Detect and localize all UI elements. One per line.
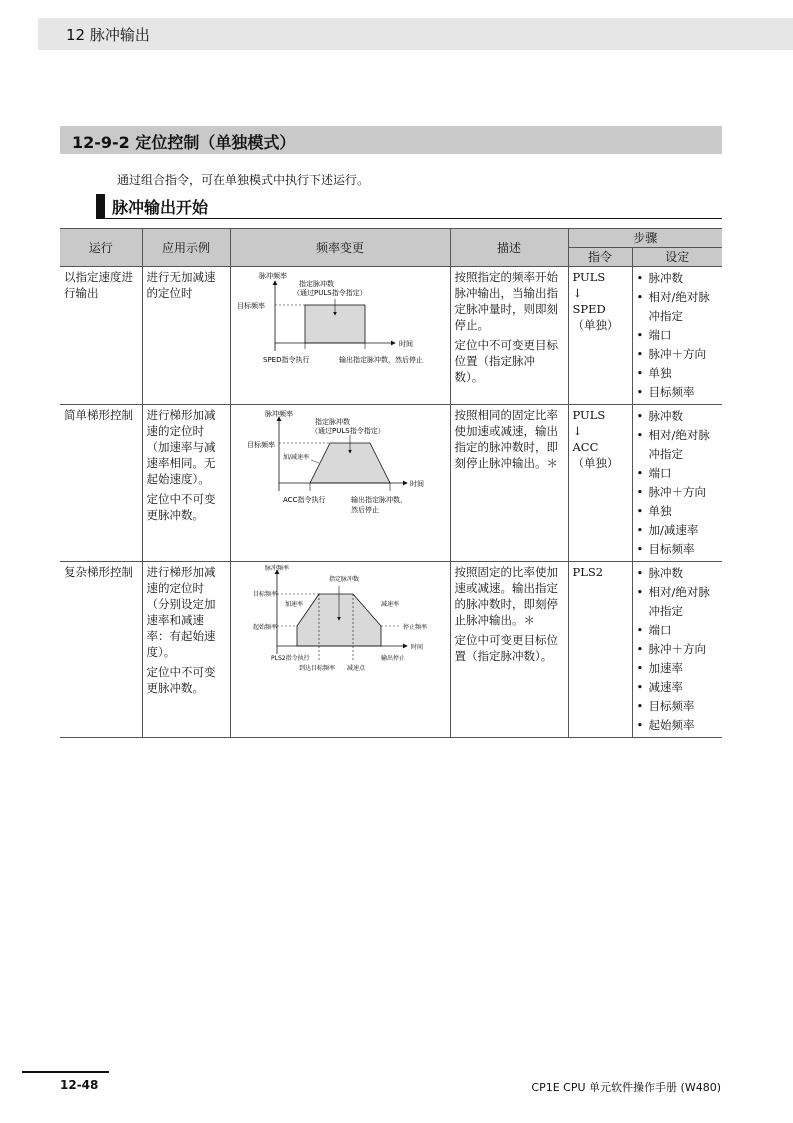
instr-arrow: ↓: [572, 424, 583, 438]
desc-note: 定位中不可变更目标位置（指定脉冲数）。: [454, 338, 558, 384]
pulse-label: 指定脉冲数: [328, 576, 359, 583]
complex-trapezoid-diagram: [235, 564, 445, 676]
operation-cell: 以指定速度进行输出: [60, 267, 142, 405]
example-cell: 进行无加减速的定位时: [142, 267, 230, 405]
table-row: [60, 562, 722, 738]
heading-bar: [96, 194, 105, 218]
setting-item: • 端口: [637, 621, 719, 640]
target-freq-label: 目标频率: [252, 591, 277, 598]
setting-item: • 脉冲＋方向: [637, 640, 719, 659]
reach-label: 到达目标频率: [298, 665, 335, 672]
section-title: 12-9-2 定位控制（单独模式）: [72, 133, 296, 152]
setting-item: • 起始频率: [637, 716, 719, 735]
stop-freq-label: 停止频率: [402, 624, 427, 631]
y-axis-label: 脉冲频率: [264, 410, 293, 418]
chapter-title: 12 脉冲输出: [66, 26, 150, 44]
stop-label: 输出指定脉冲数，然后停止: [338, 356, 423, 364]
desc-text: 按照指定的频率开始脉冲输出，当输出指定脉冲量时，则即刻停止。: [454, 270, 558, 332]
instr-item: PULS: [572, 270, 606, 284]
freq-diagram-cell: [230, 405, 450, 562]
setting-item: • 单独: [637, 364, 719, 383]
decel-label: 减速率: [380, 601, 399, 608]
stop-label: 输出停止: [380, 655, 405, 662]
footer-rule: [22, 1071, 109, 1073]
setting-item: • 端口: [637, 326, 719, 345]
intro-text: 通过组合指令，可在单独模式中执行下述运行。: [117, 173, 370, 187]
instr-cell: [568, 267, 632, 405]
setting-item: • 单独: [637, 502, 719, 521]
instr-mode: （单独）: [572, 318, 619, 332]
start-label: PLS2指令执行: [270, 655, 310, 662]
example-text: 进行梯形加减速的定位时（加速率与减速率相同。无起始速度）。: [146, 408, 216, 486]
setting-item: • 脉冲＋方向: [637, 483, 719, 502]
instr-item: PLS2: [572, 565, 604, 579]
instr-item: PULS: [572, 408, 606, 422]
operation-cell: 简单梯形控制: [60, 405, 142, 562]
section-header: [60, 126, 722, 154]
setting-item: • 加速率: [637, 659, 719, 678]
constant-speed-diagram: [235, 269, 445, 369]
setting-item: • 相对/绝对脉冲指定: [637, 426, 719, 464]
freq-diagram-cell: [230, 267, 450, 405]
header-steps: 步骤: [568, 229, 722, 248]
pulse-label-note: （通过PULS指令指定）: [292, 289, 367, 297]
setting-item: • 脉冲数: [637, 564, 719, 583]
setting-item: • 相对/绝对脉冲指定: [637, 583, 719, 621]
setting-item: • 目标频率: [637, 697, 719, 716]
setting-item: • 相对/绝对脉冲指定: [637, 288, 719, 326]
header-instr: 指令: [568, 248, 632, 267]
settings-cell: [632, 562, 722, 738]
setting-item: • 脉冲数: [637, 407, 719, 426]
accel-label: 加速率: [284, 601, 303, 608]
table-row: [60, 267, 722, 405]
operation-cell: 复杂梯形控制: [60, 562, 142, 738]
example-cell: [142, 562, 230, 738]
example-note: 定位中不可变更脉冲数。: [146, 665, 216, 695]
desc-cell: [450, 267, 568, 405]
chapter-header: [38, 18, 793, 50]
pulse-label-note: （通过PULS指令指定）: [310, 427, 385, 435]
header-example: 应用示例: [142, 229, 230, 267]
operations-table: [60, 228, 722, 738]
header-desc: 描述: [450, 229, 568, 267]
settings-cell: [632, 405, 722, 562]
start-label: ACC指令执行: [282, 496, 325, 504]
example-text: 进行梯形加减速的定位时（分别设定加速率和减速率：有起始速度）。: [146, 565, 216, 659]
subsection-title: 脉冲输出开始: [112, 198, 209, 217]
table-row: [60, 405, 722, 562]
target-freq-label: 目标频率: [236, 302, 265, 310]
simple-trapezoid-diagram: [235, 407, 445, 517]
setting-item: • 目标频率: [637, 383, 719, 402]
example-note: 定位中不可变更脉冲数。: [146, 492, 216, 522]
desc-cell: 按照相同的固定比率使加速或减速，输出指定的脉冲数时，即刻停止脉冲输出。＊: [450, 405, 568, 562]
instr-item: SPED: [572, 302, 606, 316]
stop-label: 输出指定脉冲数，: [350, 496, 407, 504]
setting-item: • 加/减速率: [637, 521, 719, 540]
desc-note: 定位中可变更目标位置（指定脉冲数）。: [454, 633, 558, 663]
start-freq-label: 起始频率: [252, 624, 277, 631]
settings-cell: [632, 267, 722, 405]
time-label: 时间: [410, 644, 423, 651]
pulse-label: 指定脉冲数: [298, 280, 334, 288]
y-axis-label: 脉冲频率: [264, 565, 289, 572]
stop-label-2: 然后停止: [350, 506, 379, 514]
setting-item: • 目标频率: [637, 540, 719, 559]
instr-item: ACC: [572, 440, 599, 454]
page-number: 12-48: [60, 1078, 99, 1092]
instr-mode: （单独）: [572, 456, 619, 470]
decel-point-label: 减速点: [346, 665, 365, 672]
instr-cell: [568, 405, 632, 562]
setting-item: • 脉冲＋方向: [637, 345, 719, 364]
header-settings: 设定: [632, 248, 722, 267]
start-label: SPED指令执行: [262, 356, 309, 364]
setting-item: • 减速率: [637, 678, 719, 697]
subsection-heading: [96, 192, 722, 219]
instr-cell: [568, 562, 632, 738]
time-label: 时间: [398, 340, 413, 348]
example-cell: [142, 405, 230, 562]
desc-cell: [450, 562, 568, 738]
target-freq-label: 目标频率: [246, 441, 275, 449]
y-axis-label: 脉冲频率: [258, 272, 287, 280]
setting-item: • 脉冲数: [637, 269, 719, 288]
desc-text: 按照固定的比率使加速或减速。输出指定的脉冲数时，即刻停止脉冲输出。＊: [454, 565, 558, 627]
setting-item: • 端口: [637, 464, 719, 483]
manual-title: CP1E CPU 单元软件操作手册 (W480): [531, 1081, 721, 1094]
freq-diagram-cell: [230, 562, 450, 738]
header-operation: 运行: [60, 229, 142, 267]
instr-arrow: ↓: [572, 286, 583, 300]
time-label: 时间: [409, 480, 424, 488]
accel-label: 加/减速率: [282, 454, 309, 461]
header-freq: 频率变更: [230, 229, 450, 267]
pulse-label: 指定脉冲数: [314, 418, 350, 426]
